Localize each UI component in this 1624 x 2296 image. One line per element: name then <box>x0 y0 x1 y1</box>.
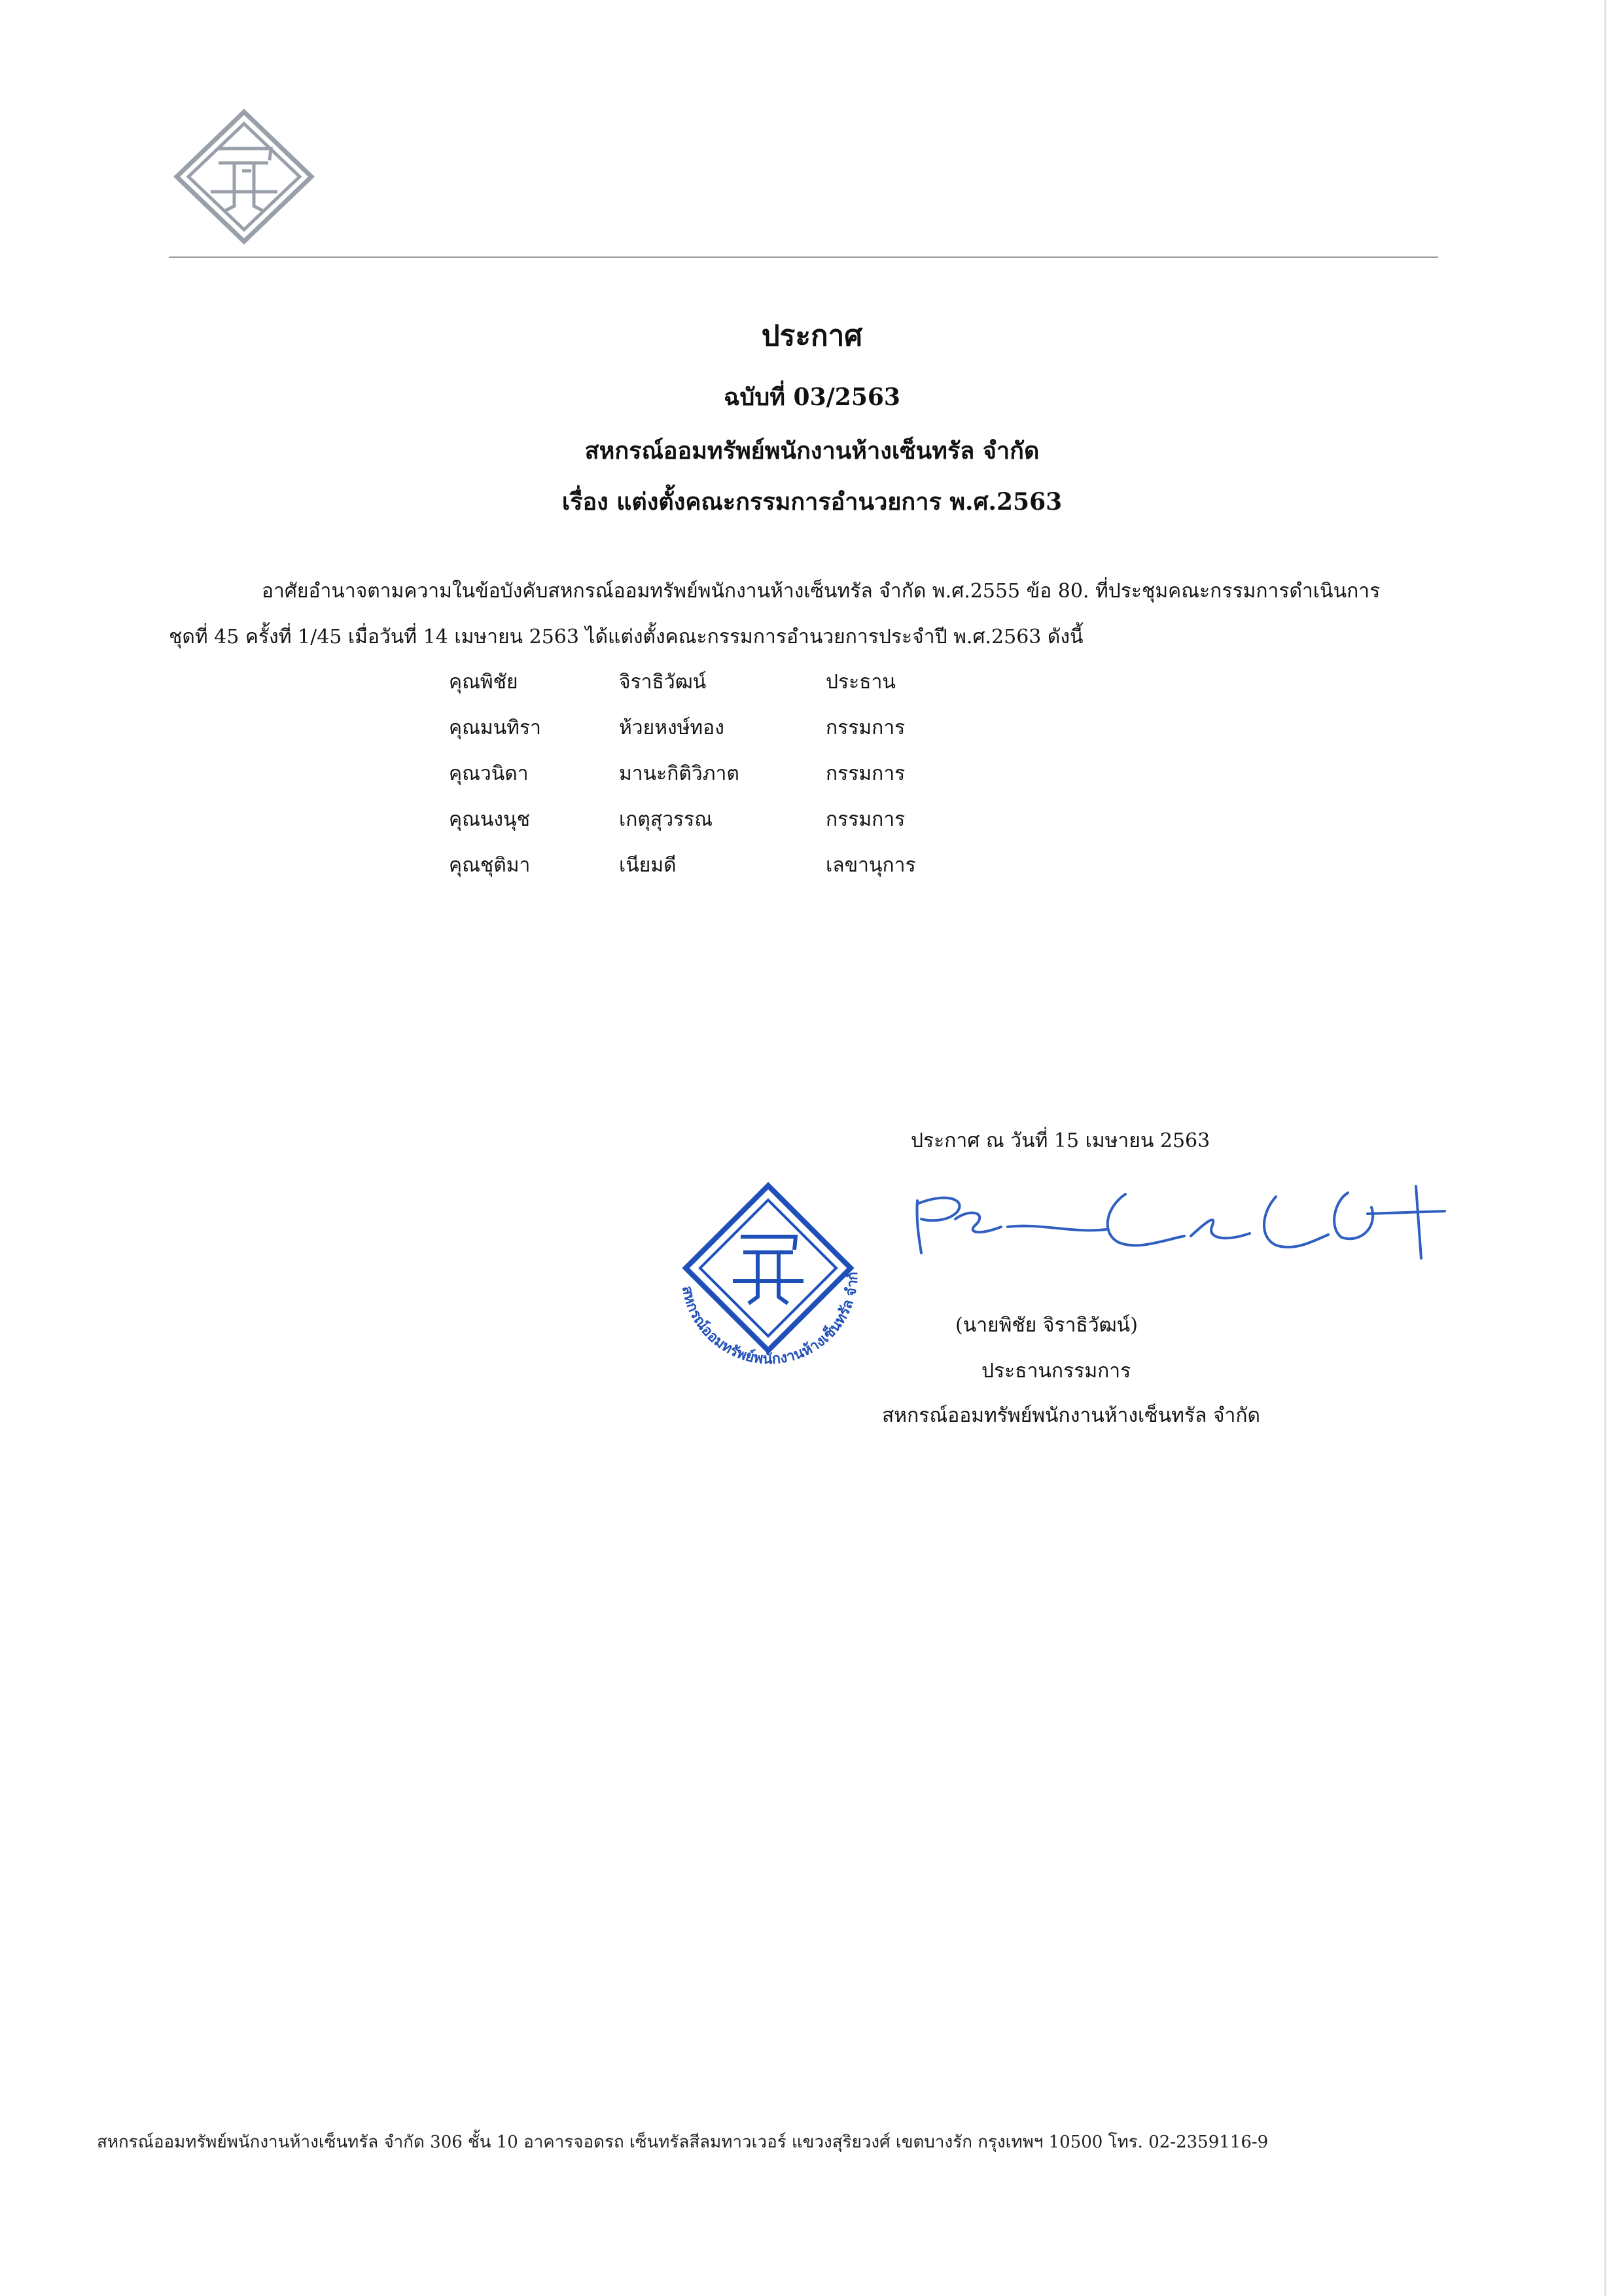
header-divider <box>169 256 1438 258</box>
member-first-name: คุณวนิดา <box>449 762 529 785</box>
member-first-name: คุณนงนุช <box>449 808 530 831</box>
member-first-name: คุณมนทิรา <box>449 716 541 739</box>
member-last-name: เกตุสุวรรณ <box>619 808 713 831</box>
organization-name: สหกรณ์ออมทรัพย์พนักงานห้างเซ็นทรัล จำกัด <box>584 437 1040 465</box>
stamp-text: สหกรณ์ออมทรัพย์พนักงานห้างเซ็นทรัล จำกั <box>678 1271 862 1368</box>
announcement-number: ฉบับที่ 03/2563 <box>724 383 900 411</box>
member-last-name: จิราธิวัฒน์ <box>619 671 707 694</box>
body-line-1: อาศัยอำนาจตามความในข้อบังคับสหกรณ์ออมทรัพย์พนักงานห้างเซ็นทรัล จำกัด พ.ศ.2555 ข้อ 80. ที่ประชุมคณะกรรมการดำเนินการ <box>262 580 1381 603</box>
announcement-subject: เรื่อง แต่งตั้งคณะกรรมการอำนวยการ พ.ศ.2563 <box>561 488 1063 516</box>
signer-organization: สหกรณ์ออมทรัพย์พนักงานห้างเซ็นทรัล จำกัด <box>882 1404 1260 1427</box>
member-position: เลขานุการ <box>826 854 916 877</box>
footer-address: สหกรณ์ออมทรัพย์พนักงานห้างเซ็นทรัล จำกัด 306 ชั้น 10 อาคารจอดรถ เซ็นทรัลสีลมทาวเวอร์ แขวงสุริยวงศ์ เขตบางรัก กรุงเทพฯ 10500 โทร. 02-2359116-9 <box>97 2132 1269 2152</box>
member-first-name: คุณพิชัย <box>449 671 518 694</box>
announcement-date: ประกาศ ณ วันที่ 15 เมษายน 2563 <box>911 1129 1210 1152</box>
cooperative-stamp-icon <box>653 1166 882 1382</box>
member-last-name: มานะกิติวิภาต <box>619 762 739 785</box>
member-position: กรรมการ <box>826 716 906 739</box>
member-position: ประธาน <box>826 671 896 694</box>
member-position: กรรมการ <box>826 808 906 831</box>
member-last-name: ห้วยหงษ์ทอง <box>619 716 724 739</box>
handwritten-signature-icon <box>909 1174 1446 1263</box>
signer-title: ประธานกรรมการ <box>981 1360 1131 1383</box>
member-position: กรรมการ <box>826 762 906 785</box>
cooperative-logo-icon <box>171 108 317 245</box>
announcement-heading: ประกาศ <box>761 319 863 353</box>
body-line-2: ชุดที่ 45 ครั้งที่ 1/45 เมื่อวันที่ 14 เมษายน 2563 ได้แต่งตั้งคณะกรรมการอำนวยการประจำปี พ.ศ.2563 ดังนี้ <box>169 626 1084 648</box>
signer-name: (นายพิชัย จิราธิวัฒน์) <box>955 1314 1138 1337</box>
member-last-name: เนียมดี <box>619 854 677 877</box>
member-first-name: คุณชุติมา <box>449 854 531 877</box>
